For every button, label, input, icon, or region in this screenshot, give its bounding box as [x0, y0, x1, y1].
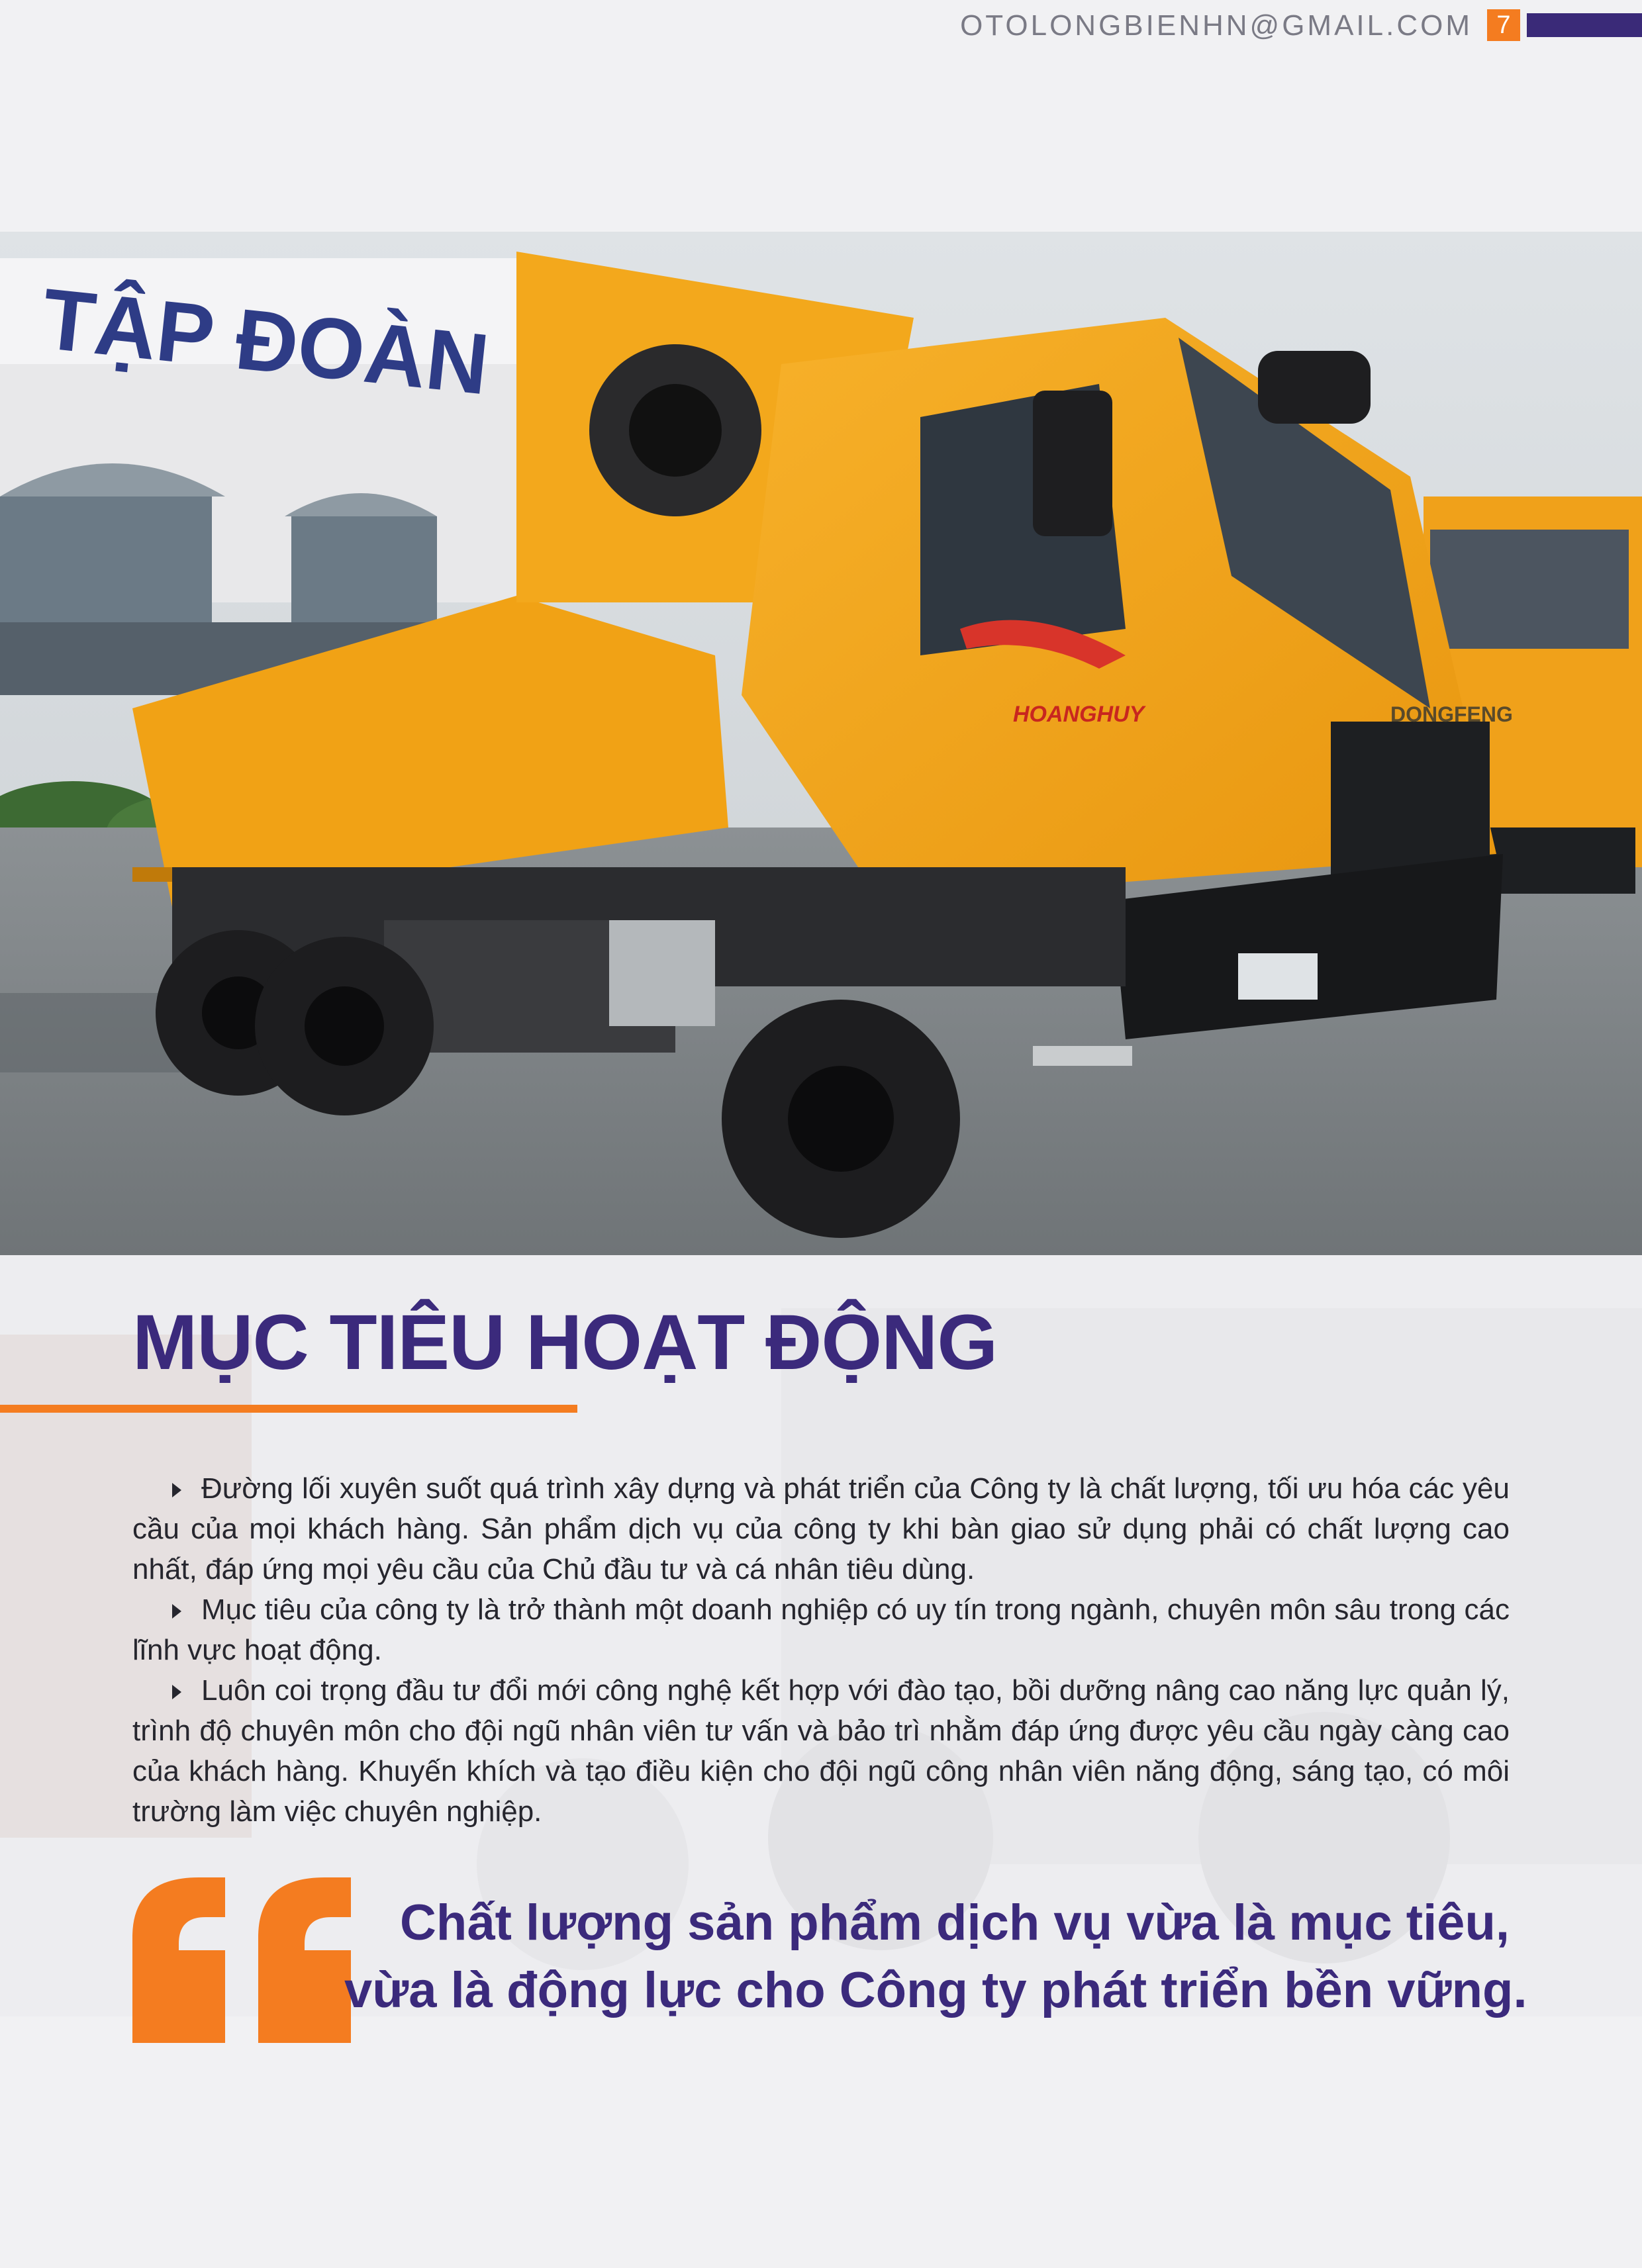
triangle-bullet-icon	[172, 1685, 181, 1699]
paragraph-2	[132, 1589, 1510, 1670]
body-text	[132, 1468, 1510, 1832]
triangle-bullet-icon	[172, 1483, 181, 1497]
quote-text	[344, 1889, 1527, 2024]
quote-line-2: vừa là động lực cho Công ty phát triển bền vững.	[344, 1962, 1527, 2018]
paragraph-1	[132, 1468, 1510, 1589]
paragraph-3	[132, 1670, 1510, 1832]
paragraph-2-text: Mục tiêu của công ty là trở thành một doanh nghiệp có uy tín trong ngành, chuyên môn sâu trong các lĩnh vực hoạt động.	[132, 1593, 1510, 1666]
quote-line-1: Chất lượng sản phẩm dịch vụ vừa là mục tiêu,	[400, 1895, 1510, 1951]
page-number: 7	[1487, 9, 1520, 41]
header-accent-bar	[1527, 13, 1642, 37]
paragraph-3-text: Luôn coi trọng đầu tư đổi mới công nghệ kết hợp với đào tạo, bồi dưỡng nâng cao năng lực quản lý, trình độ chuyên môn cho đội ngũ nhân viên tư vấn và bảo trì nhằm đáp ứng được yêu cầu ngày càng cao của khách hàng. Khuyến khích và tạo điều kiện cho đội ngũ công nhân viên năng động, sáng tạo, có môi trường làm việc chuyên nghiệp.	[132, 1674, 1510, 1828]
paragraph-1-text: Đường lối xuyên suốt quá trình xây dựng và phát triển của Công ty là chất lượng, tối ưu hóa các yêu cầu của mọi khách hàng. Sản phẩm dịch vụ của công ty khi bàn giao sử dụng phải có chất lượng cao nhất, đáp ứng mọi yêu cầu của Chủ đầu tư và cá nhân tiêu dùng.	[132, 1472, 1510, 1585]
title-underline	[0, 1405, 577, 1413]
triangle-bullet-icon	[172, 1604, 181, 1619]
quote-mark-icon	[132, 1877, 351, 2043]
page-title: MỤC TIÊU HOẠT ĐỘNG	[132, 1299, 998, 1386]
header-email: OTOLONGBIENHN@GMAIL.COM	[960, 9, 1473, 42]
truck-logo-text: HOANGHUY	[1013, 702, 1145, 727]
truck-brand: DONGFENG	[1390, 702, 1513, 726]
building-sign: TẬP ĐOÀN	[38, 269, 494, 413]
truck-photo	[0, 232, 1642, 1255]
